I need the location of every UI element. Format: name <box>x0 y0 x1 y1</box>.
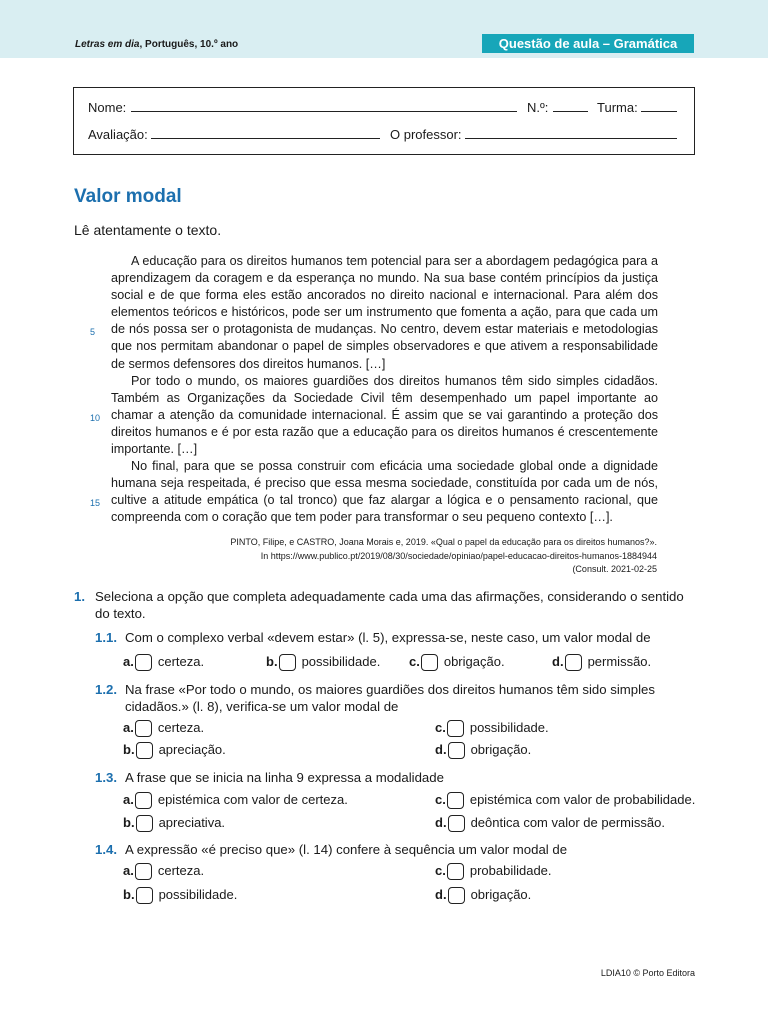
line-number: 10 <box>90 413 101 423</box>
option-a[interactable] <box>123 790 348 810</box>
grade-field[interactable] <box>151 138 380 139</box>
option-c[interactable] <box>409 652 505 672</box>
subquestion-text: A expressão «é preciso que» (l. 14) confere à sequência um valor modal de <box>125 842 568 857</box>
line-number: 5 <box>90 327 96 337</box>
option-letter: a. <box>123 863 134 878</box>
option-label: probabilidade. <box>469 863 552 878</box>
option-letter: c. <box>435 863 446 878</box>
option-d[interactable] <box>435 813 665 833</box>
grade-label: Avaliação: <box>88 127 148 142</box>
option-letter: b. <box>123 887 135 902</box>
checkbox[interactable] <box>136 887 153 904</box>
citation-date: (Consult. 2021-02-25 <box>572 564 657 574</box>
option-d[interactable] <box>435 885 531 905</box>
option-b[interactable] <box>266 652 380 672</box>
option-letter: b. <box>123 742 135 757</box>
subquestion-number: 1.4. <box>95 842 117 857</box>
option-letter: c. <box>435 720 446 735</box>
option-label: possibilidade. <box>469 720 549 735</box>
class-label: Turma: <box>597 100 638 115</box>
subquestion-number: 1.1. <box>95 630 117 645</box>
option-letter: d. <box>552 654 564 669</box>
section-badge: Questão de aula – Gramática <box>482 34 694 53</box>
option-label: deôntica com valor de permissão. <box>470 815 665 830</box>
question-number: 1. <box>74 589 85 604</box>
passage-paragraph: A educação para os direitos humanos tem potencial para ser a abordagem pedagógica para a aprendizagem da coragem e da esperança no mundo. Na sua base contém princípios da justiça social e de que forma eles estão ancorados no direito nacional e internacional. Para além dos elementos teóricos e históricos, pode ser um instrumento que fomenta a ação, para que cada um de nós possa ser o protagonista de mudanças. No centro, devem estar materiais e metodologias que nos permitam abandonar o papel de simples observadores e que ativem a responsabilidade de sermos defensores dos direitos humanos. […] <box>111 254 658 371</box>
book-label <box>75 39 238 50</box>
option-letter: a. <box>123 792 134 807</box>
number-label: N.º: <box>527 100 549 115</box>
checkbox[interactable] <box>279 654 296 671</box>
line-number: 15 <box>90 498 101 508</box>
subquestion-text: Com o complexo verbal «devem estar» (l. 5), expressa-se, neste caso, um valor modal de <box>125 630 651 645</box>
option-label: certeza. <box>157 863 205 878</box>
option-label: epistémica com valor de probabilidade. <box>469 792 696 807</box>
source-citation <box>97 536 657 577</box>
option-letter: b. <box>266 654 278 669</box>
option-label: apreciação. <box>158 742 226 757</box>
name-field[interactable] <box>131 111 517 112</box>
option-letter: c. <box>435 792 446 807</box>
checkbox[interactable] <box>448 887 465 904</box>
option-a[interactable] <box>123 652 204 672</box>
checkbox[interactable] <box>136 815 153 832</box>
option-label: possibilidade. <box>301 654 381 669</box>
option-label: certeza. <box>157 720 205 735</box>
checkbox[interactable] <box>448 742 465 759</box>
intro-text: Lê atentamente o texto. <box>74 222 222 238</box>
checkbox[interactable] <box>135 863 152 880</box>
checkbox[interactable] <box>421 654 438 671</box>
option-label: possibilidade. <box>158 887 238 902</box>
footer-copyright: LDIA10 © Porto Editora <box>600 968 695 978</box>
citation-line: PINTO, Filipe, e CASTRO, Joana Morais e, 2019. «Qual o papel da educação para os direitos humanos?». <box>230 537 657 547</box>
checkbox[interactable] <box>135 720 152 737</box>
question-text: Seleciona a opção que completa adequadamente cada uma das afirmações, considerando o sentido do texto. <box>95 589 684 621</box>
option-d[interactable] <box>435 740 531 760</box>
option-letter: a. <box>123 720 134 735</box>
option-c[interactable] <box>435 790 695 810</box>
teacher-label: O professor: <box>390 127 462 142</box>
option-label: certeza. <box>157 654 205 669</box>
option-label: epistémica com valor de certeza. <box>157 792 348 807</box>
option-d[interactable] <box>552 652 651 672</box>
citation-url: In https://www.publico.pt/2019/08/30/sociedade/opiniao/papel-educacao-direitos-humanos-1884944 <box>260 550 657 561</box>
checkbox[interactable] <box>447 720 464 737</box>
passage-paragraph: Por todo o mundo, os maiores guardiões dos direitos humanos têm sido simples cidadãos. Também as Organizações da Sociedade Civil têm desempenhado um papel importante ao chamar a atenção da comunidade internacional. É assim que se vai garantindo a proteção dos direitos humanos e é por esta razão que a educação para os direitos humanos é crescentemente importante. […] <box>111 373 658 457</box>
option-letter: a. <box>123 654 134 669</box>
option-b[interactable] <box>123 885 237 905</box>
option-letter: d. <box>435 815 447 830</box>
checkbox[interactable] <box>135 654 152 671</box>
passage-paragraph: No final, para que se possa construir com eficácia uma sociedade global onde a dignidade humana seja respeitada, é preciso que essa mesma sociedade, constituída por cada um de nós, cultive a atitude empática (o tal tronco) que faz alargar a lógica e o pensamento racional, que compreenda com o coração que tem poder para transformar o seu pequeno contexto […]. <box>111 459 658 525</box>
checkbox[interactable] <box>448 815 465 832</box>
checkbox[interactable] <box>447 792 464 809</box>
option-letter: d. <box>435 742 447 757</box>
name-label: Nome: <box>88 100 127 115</box>
option-label: permissão. <box>587 654 652 669</box>
option-c[interactable] <box>435 718 549 738</box>
option-a[interactable] <box>123 718 204 738</box>
checkbox[interactable] <box>136 742 153 759</box>
option-letter: b. <box>123 815 135 830</box>
option-b[interactable] <box>123 740 226 760</box>
subquestion-text: A frase que se inicia na linha 9 expressa a modalidade <box>125 770 444 785</box>
number-field[interactable] <box>553 111 588 112</box>
checkbox[interactable] <box>565 654 582 671</box>
option-b[interactable] <box>123 813 225 833</box>
checkbox[interactable] <box>135 792 152 809</box>
option-a[interactable] <box>123 861 204 881</box>
subquestion-number: 1.3. <box>95 770 117 785</box>
subquestion-text: Na frase «Por todo o mundo, os maiores guardiões dos direitos humanos têm sido simples cidadãos.» (l. 8), verifica-se um valor modal de <box>125 682 655 714</box>
option-label: obrigação. <box>470 742 532 757</box>
reading-passage <box>111 253 658 527</box>
option-letter: d. <box>435 887 447 902</box>
option-label: obrigação. <box>470 887 532 902</box>
book-title: Letras em dia <box>75 39 140 50</box>
student-id-box <box>73 87 695 155</box>
option-label: obrigação. <box>443 654 505 669</box>
option-letter: c. <box>409 654 420 669</box>
subquestion-number: 1.2. <box>95 682 117 697</box>
checkbox[interactable] <box>447 863 464 880</box>
teacher-field[interactable] <box>465 138 677 139</box>
option-c[interactable] <box>435 861 552 881</box>
page-title: Valor modal <box>74 186 182 207</box>
class-field[interactable] <box>641 111 677 112</box>
book-subtitle: , Português, 10.º ano <box>139 39 239 50</box>
option-label: apreciativa. <box>158 815 226 830</box>
